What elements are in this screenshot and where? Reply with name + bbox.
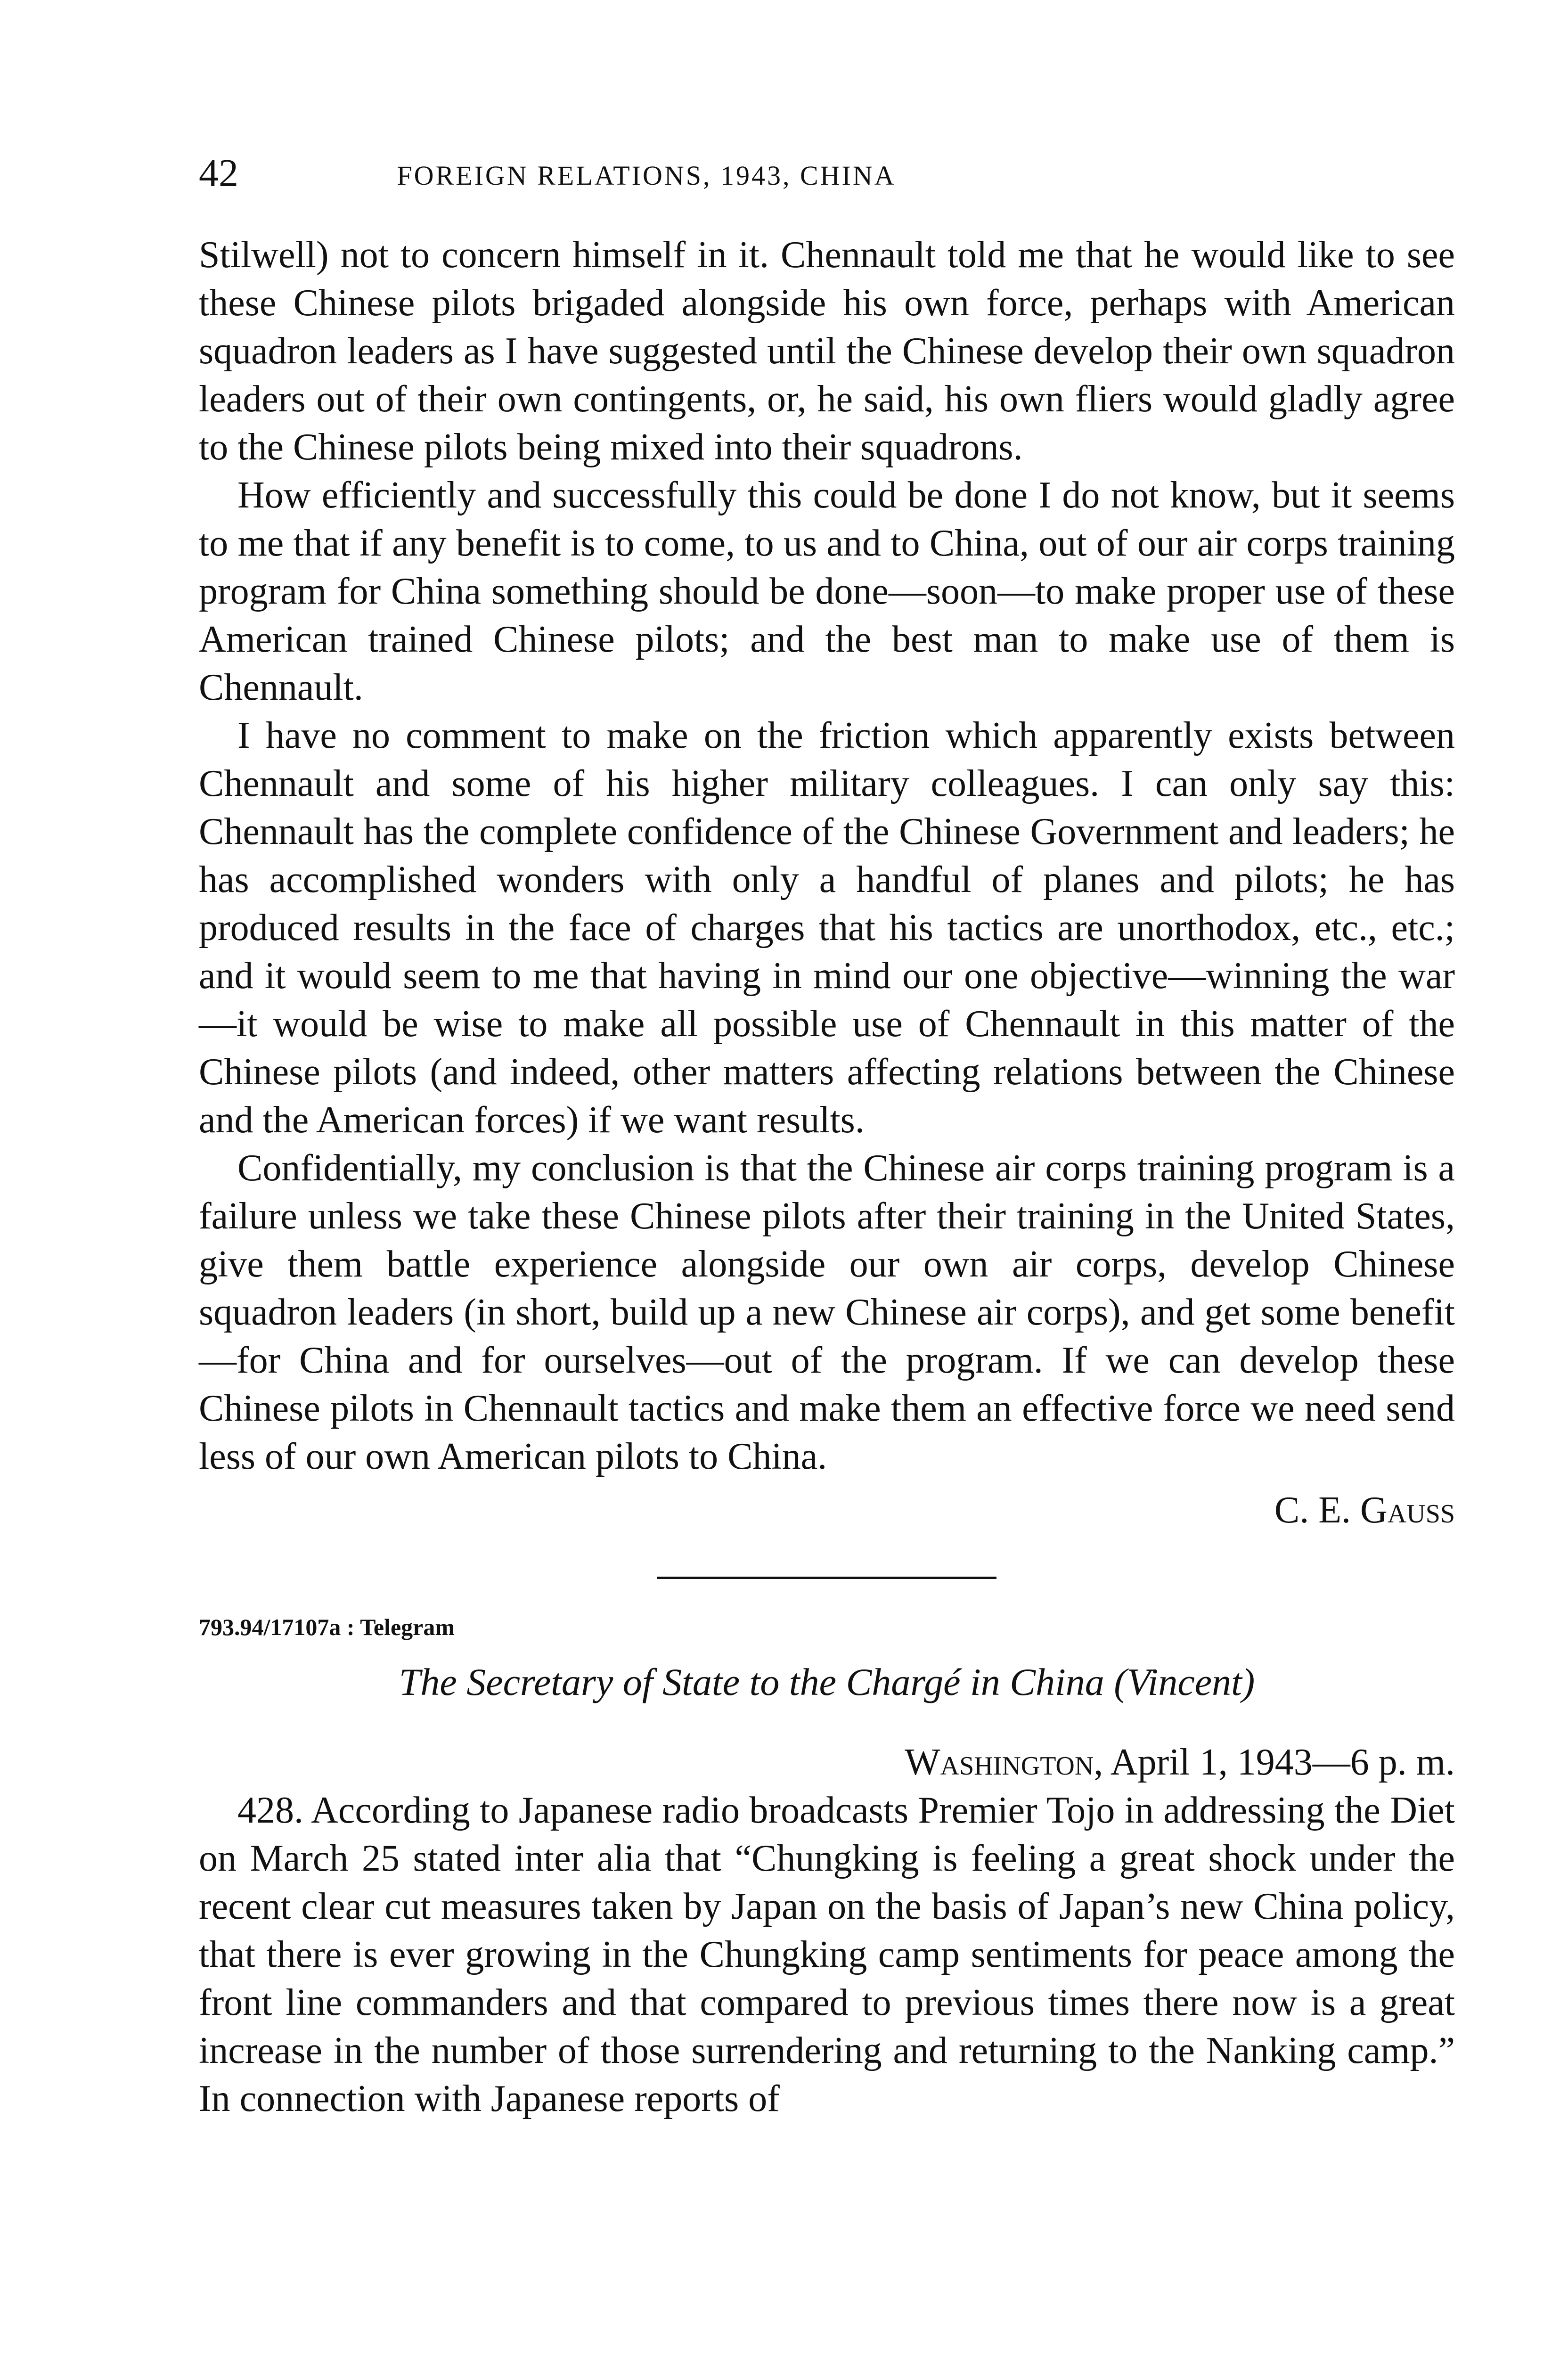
signature: C. E. Gauss xyxy=(1274,1489,1455,1531)
file-reference: 793.94/17107a : Telegram xyxy=(199,1614,455,1640)
telegram-paragraph-1: 428. According to Japanese radio broadcasts Premier Tojo in addressing the Diet on March 25 stated inter alia that “Chungking is feeling a great shock under the recent clear cut measures taken by Japan on the basis of Japan’s new China policy, that there is ever growing in the Chungking camp sentiments for peace among the front line commanders and that compared to previous times there now is a great increase in the number of those surrendering and returning to the Nanking camp.” In connection with Japanese reports of xyxy=(199,1790,1455,2119)
letter-paragraph-3: I have no comment to make on the friction which apparently exists between Chennault and some of his higher military colleagues. I can only say this: Chennault has the complete confidence of the Chinese Government and leaders; he has accomplished wonders with only a handful of planes and pilots; he has produced results in the face of charges that his tactics are unorthodox, etc., etc.; and it would seem to me that having in mind our one objective—winning the war—it would be wise to make all possible use of Chennault in this matter of the Chinese pilots (and indeed, other matters affecting relations between the Chinese and the American forces) if we want results. xyxy=(199,715,1455,1141)
dateline-place: Washington, xyxy=(905,1742,1103,1783)
letter-paragraph-4: Confidentially, my conclusion is that the Chinese air corps training program is a failure unless we take these Chinese pilots after their training in the United States, give them battle experience alongside our own air corps, develop Chinese squadron leaders (in short, build up a new Chinese air corps), and get some benefit—for China and for ourselves—out of the program. If we can develop these Chinese pilots in Chennault tactics and make them an effective force we need send less of our own American pilots to China. xyxy=(199,1147,1455,1477)
section-divider xyxy=(657,1577,996,1579)
dateline-date: April 1, 1943—6 p. m. xyxy=(1103,1742,1455,1783)
letter-paragraph-2: How efficiently and successfully this could be done I do not know, but it seems to me that if any benefit is to come, to us and to China, out of our air corps training program for China something should be done—soon—to make proper use of these American trained Chinese pilots; and the best man to make use of them is Chennault. xyxy=(199,474,1455,708)
page-header xyxy=(199,150,1455,202)
running-head: FOREIGN RELATIONS, 1943, CHINA xyxy=(397,160,896,191)
document-page xyxy=(199,0,1455,2356)
document-title: The Secretary of State to the Chargé in China (Vincent) xyxy=(399,1661,1255,1703)
page-number: 42 xyxy=(199,151,238,195)
page-body xyxy=(199,231,1455,2123)
dateline xyxy=(199,1738,1455,1786)
letter-paragraph-1: Stilwell) not to concern himself in it. Chennault told me that he would like to see these Chinese pilots brigaded alongside his own force, perhaps with American squadron leaders as I have suggested until the Chinese develop their own squadron leaders out of their own contingents, or, he said, his own fliers would gladly agree to the Chinese pilots being mixed into their squadrons. xyxy=(199,234,1455,468)
